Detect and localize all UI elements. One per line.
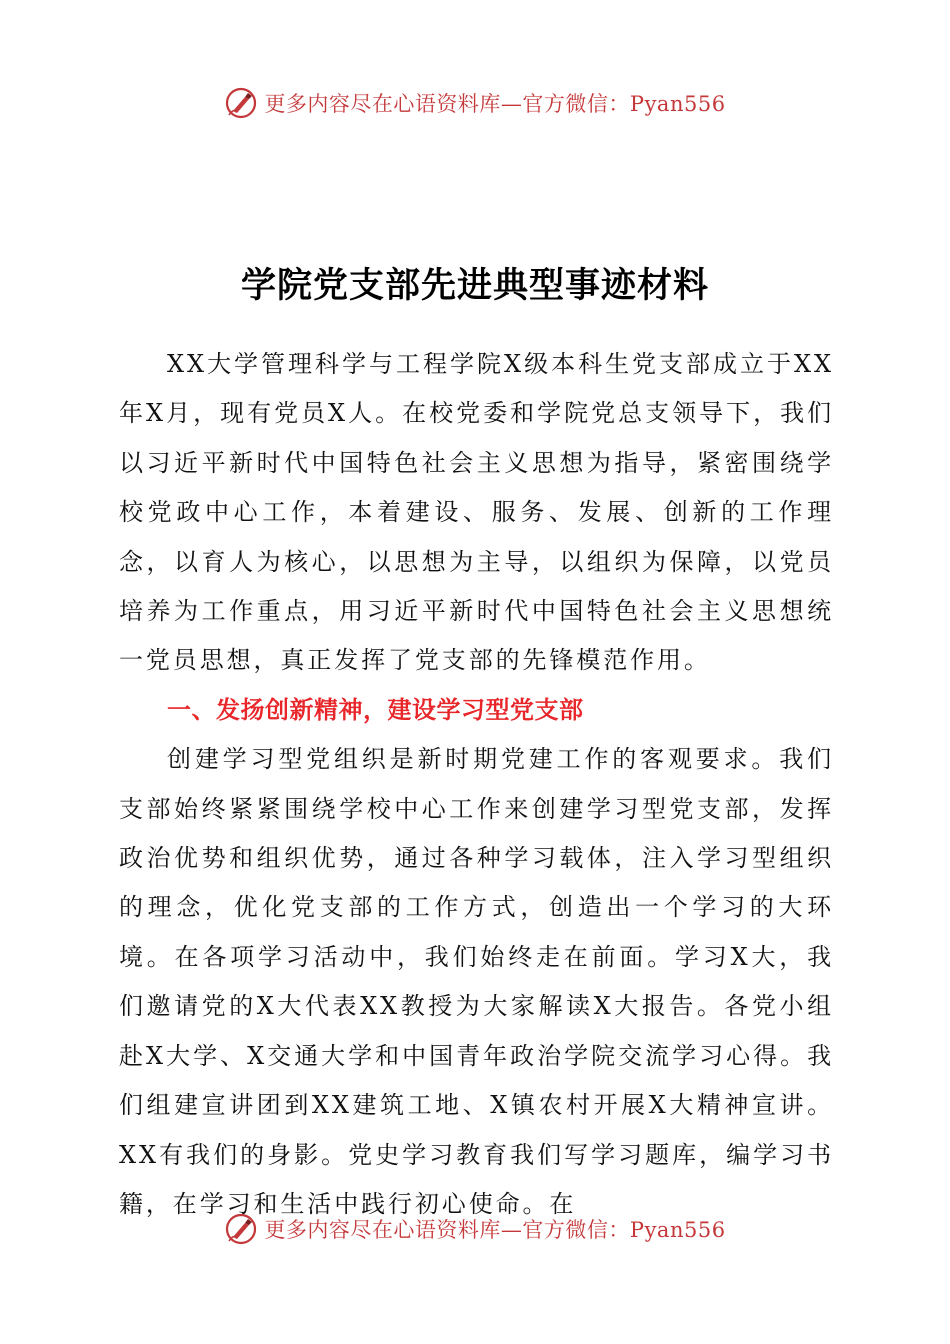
watermark-text: 更多内容尽在心语资料库—官方微信：Pyan556 xyxy=(264,92,726,116)
footer-watermark xyxy=(0,1209,950,1249)
watermark-text: 更多内容尽在心语资料库—官方微信：Pyan556 xyxy=(264,1218,726,1242)
section-1-paragraph: 创建学习型党组织是新时期党建工作的客观要求。我们支部始终紧紧围绕学校中心工作来创建学习型党支部，发挥政治优势和组织优势，通过各种学习载体，注入学习型组织的理念，优化党支部的工作方式，创造出一个学习的大环境。在各项学习活动中，我们始终走在前面。学习X大，我们邀请党的X大代表XX教授为大家解读X大报告。各党小组赴X大学、X交通大学和中国青年政治学院交流学习心得。我们组建宣讲团到XX建筑工地、X镇农村开展X大精神宣讲。XX有我们的身影。党史学习教育我们写学习题库，编学习书籍，在学习和生活中践行初心使命。在 xyxy=(119,745,834,1218)
intro-paragraph: XX大学管理科学与工程学院X级本科生党支部成立于XX年X月，现有党员X人。在校党委和学院党总支领导下，我们以习近平新时代中国特色社会主义思想为指导，紧密围绕学校党政中心工作，本着建设、服务、发展、创新的工作理念，以育人为核心，以思想为主导，以组织为保障，以党员培养为工作重点，用习近平新时代中国特色社会主义思想统一党员思想，真正发挥了党支部的先锋模范作用。 xyxy=(119,350,834,675)
pen-nib-circle-icon xyxy=(224,86,258,120)
section-heading-1: 一、发扬创新精神，建设学习型党支部 xyxy=(167,695,584,724)
header-watermark xyxy=(0,83,950,123)
document-title: 学院党支部先进典型事迹材料 xyxy=(240,265,709,306)
pen-nib-circle-icon xyxy=(224,1212,258,1246)
document-body xyxy=(119,340,834,1229)
